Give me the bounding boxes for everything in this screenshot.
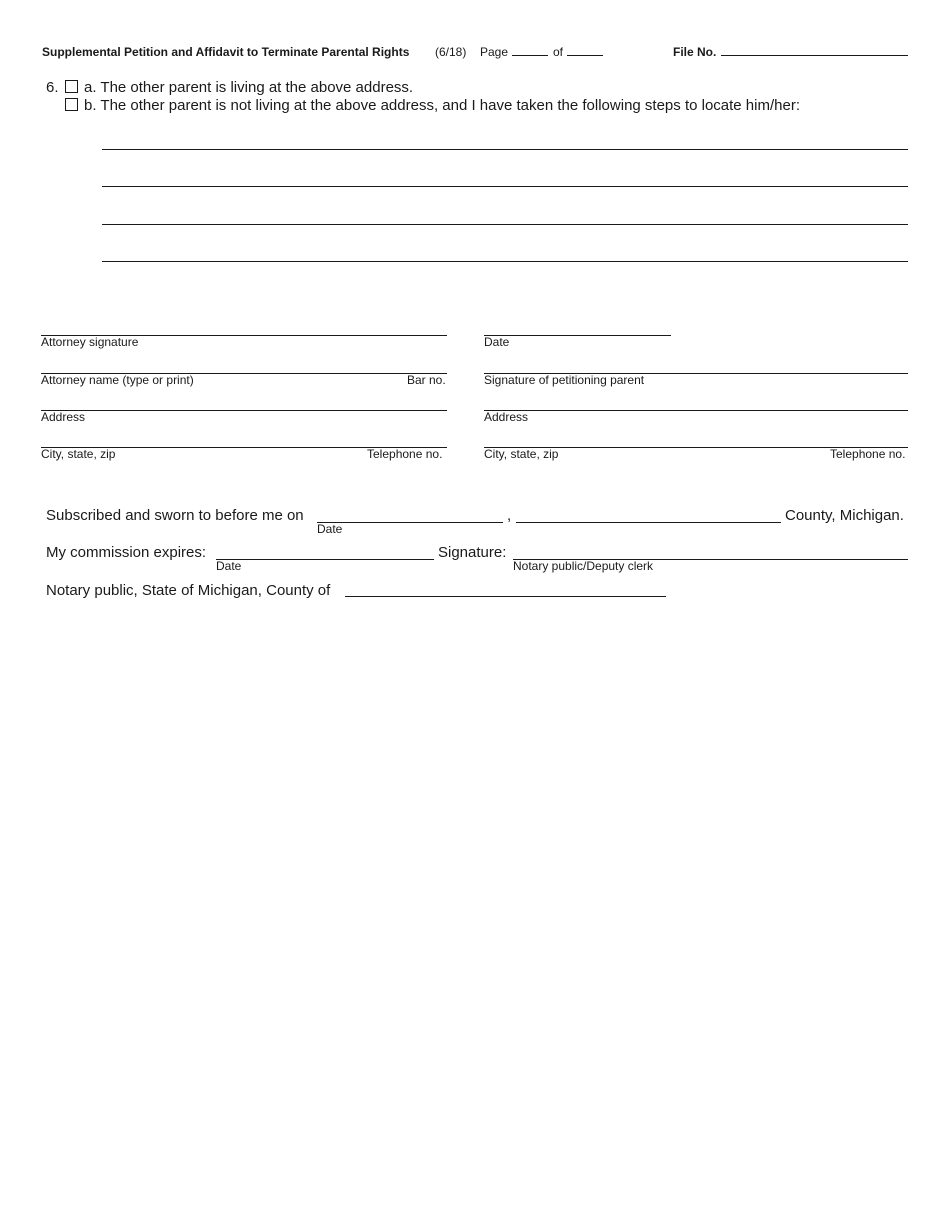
steps-line-2[interactable] [102, 186, 908, 187]
of-label: of [553, 45, 564, 59]
notary-signature-label: Signature: [438, 544, 507, 561]
option-a-label: a. The other parent is living at the above address. [84, 79, 414, 96]
notary-county-label: Notary public, State of Michigan, County of [46, 582, 331, 599]
parent-address-label: Address [484, 410, 529, 424]
date-label: Date [484, 335, 510, 349]
parent-address-field[interactable] [484, 410, 908, 411]
steps-line-3[interactable] [102, 224, 908, 225]
page-number-field[interactable] [512, 55, 548, 56]
file-no-field[interactable] [721, 55, 908, 56]
county-michigan-label: County, Michigan. [785, 507, 904, 524]
attorney-signature-label: Attorney signature [41, 335, 139, 349]
parent-telephone-label: Telephone no. [830, 447, 906, 461]
petitioning-parent-signature-label: Signature of petitioning parent [484, 373, 645, 387]
option-a-checkbox[interactable] [65, 80, 78, 93]
sworn-prefix: Subscribed and sworn to before me on [46, 507, 304, 524]
attorney-address-label: Address [41, 410, 86, 424]
sworn-county-field[interactable] [516, 522, 781, 523]
attorney-city-label: City, state, zip [41, 447, 116, 461]
commission-date-field[interactable] [216, 559, 434, 560]
parent-city-label: City, state, zip [484, 447, 559, 461]
item-number: 6. [46, 79, 59, 96]
sworn-date-field[interactable] [317, 522, 503, 523]
page-total-field[interactable] [567, 55, 603, 56]
commission-expires-label: My commission expires: [46, 544, 207, 561]
steps-line-1[interactable] [102, 149, 908, 150]
form-title: Supplemental Petition and Affidavit to Terminate Parental Rights [42, 45, 410, 59]
attorney-telephone-label: Telephone no. [367, 447, 443, 461]
steps-line-4[interactable] [102, 261, 908, 262]
comma: , [507, 507, 512, 524]
bar-no-label: Bar no. [407, 373, 446, 387]
page-label: Page [480, 45, 509, 59]
sworn-date-caption: Date [317, 522, 343, 536]
file-no-label: File No. [673, 45, 717, 59]
commission-date-caption: Date [216, 559, 242, 573]
attorney-address-field[interactable] [41, 410, 447, 411]
form-version: (6/18) [435, 45, 467, 59]
notary-county-field[interactable] [345, 596, 666, 597]
option-b-checkbox[interactable] [65, 98, 78, 111]
attorney-name-label: Attorney name (type or print) [41, 373, 194, 387]
option-b-label: b. The other parent is not living at the above address, and I have taken the following steps to locate him/her: [84, 97, 800, 114]
date-field[interactable] [484, 335, 671, 336]
notary-caption: Notary public/Deputy clerk [513, 559, 654, 573]
